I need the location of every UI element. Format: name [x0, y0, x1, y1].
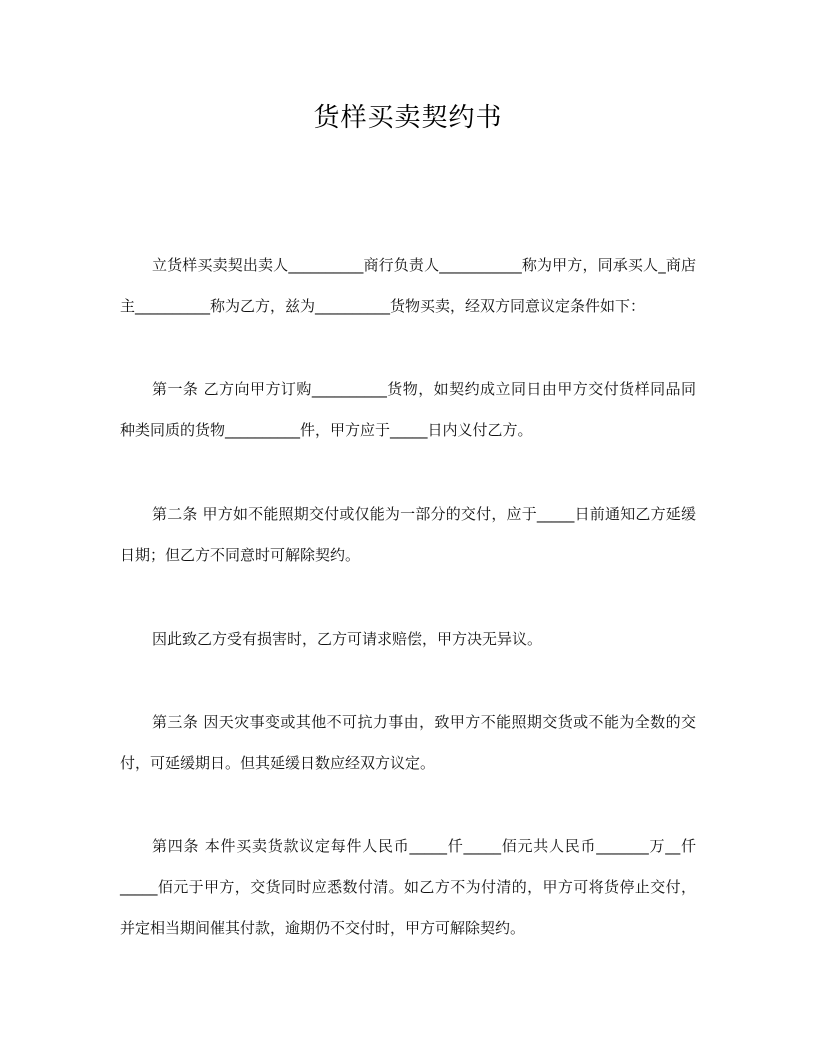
- paragraph-preamble: 立货样买卖契出卖人__________商行负责人___________称为甲方，同承买人_商店主__________称为乙方，兹为__________货物买卖，经双方同意议定条件如下：: [120, 256, 696, 315]
- paragraph-article-1: 第一条 乙方向甲方订购__________货物，如契约成立同日由甲方交付货样同品同种类同质的货物__________件，甲方应于_____日内义付乙方。: [120, 380, 696, 439]
- paragraph-article-3: 第三条 因天灾事变或其他不可抗力事由，致甲方不能照期交货或不能为全数的交付，可延缓期日。但其延缓日数应经双方议定。: [120, 713, 696, 772]
- paragraph-damages: 因此致乙方受有损害时，乙方可请求赔偿，甲方决无异议。: [152, 630, 543, 648]
- paragraph-article-2: 第二条 甲方如不能照期交付或仅能为一部分的交付，应于_____日前通知乙方延缓日期；但乙方不同意时可解除契约。: [120, 505, 696, 564]
- paragraph-article-4: 第四条 本件买卖货款议定每件人民币_____仟_____佰元共人民币_______万__仟_____佰元于甲方，交货同时应悉数付清。如乙方不为付清的，甲方可将货停止交付，并定相当期间催其付款，逾期仍不交付时，甲方可解除契约。: [120, 837, 696, 937]
- document-title: 货样买卖契约书: [313, 103, 503, 133]
